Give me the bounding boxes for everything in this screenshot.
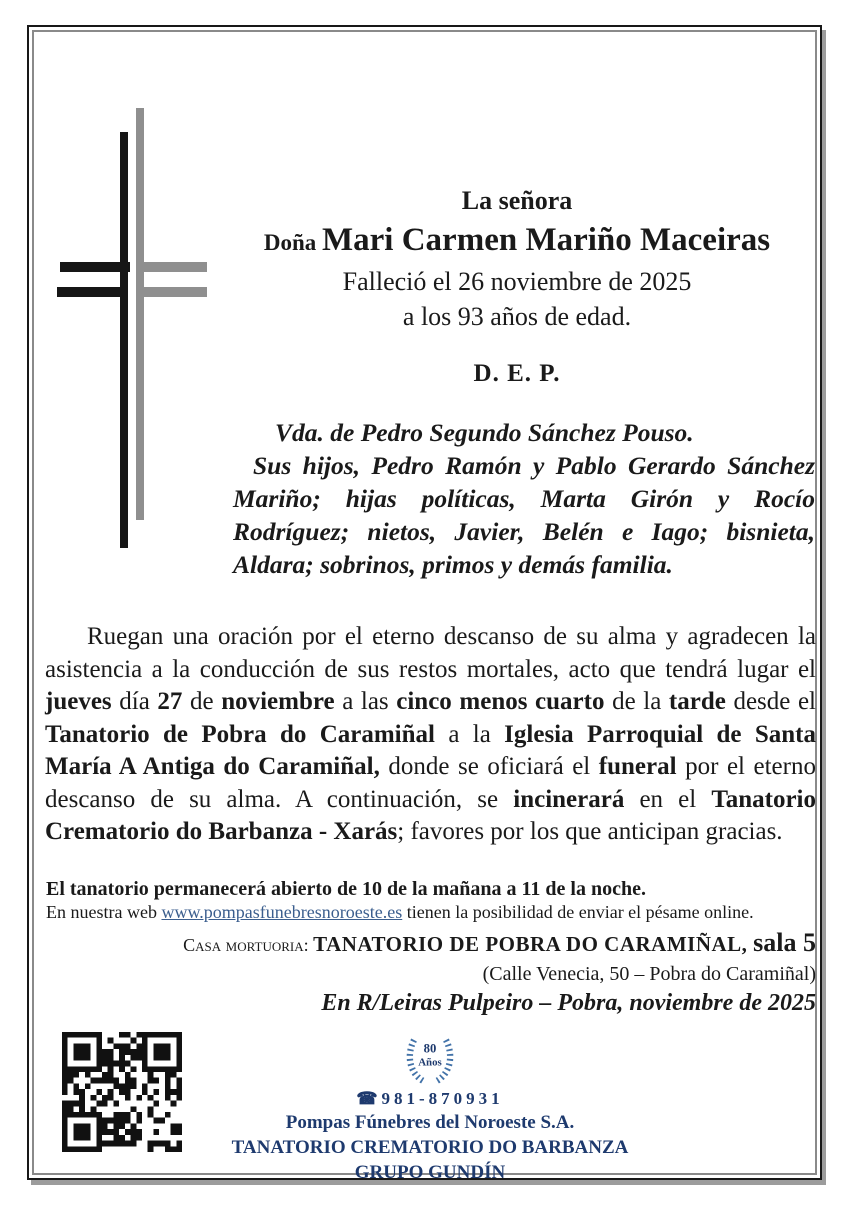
relatives-line: Sus hijos, Pedro Ramón y Pablo Gerardo Sánchez Mariño; hijas políticas, Marta Girón y Rocío Rodríguez; nietos, Javier, Belén e Iago; bisnieta, Aldara; sobrinos, primos y demás familia.	[233, 451, 815, 579]
widow-line: Vda. de Pedro Segundo Sánchez Pouso.	[275, 418, 694, 447]
cross-black-vertical	[120, 132, 128, 548]
laurel-wreath-80-years-icon	[401, 1028, 459, 1088]
cross-gray-arm-upper	[140, 262, 207, 272]
cross-gray-arm-lower	[140, 287, 207, 297]
deceased-name-line	[218, 221, 816, 265]
condolence-website-link[interactable]: www.pompasfunebresnoroeste.es	[161, 902, 403, 922]
place-date-line: En R/Leiras Pulpeiro – Pobra, noviembre de 2025	[321, 990, 816, 1016]
anniversary-number: 80	[423, 1041, 437, 1056]
phone-number: 981-870931	[381, 1089, 504, 1108]
mortuary-name: TANATORIO DE POBRA DO CARAMIÑAL,	[313, 932, 754, 956]
death-date-line: Falleció el 26 noviembre de 2025	[342, 267, 692, 296]
company-tanatorio: TANATORIO CREMATORIO DO BARBANZA	[231, 1137, 629, 1158]
cross-gray-vertical	[136, 108, 144, 520]
tanatorio-hours-line: El tanatorio permanecerá abierto de 10 de la mañana a 11 de la noche.	[46, 878, 646, 900]
mortuary-address: (Calle Venecia, 50 – Pobra do Caramiñal)	[482, 963, 816, 985]
qr-code-svg	[62, 1031, 182, 1153]
anniversary-label: Años	[418, 1056, 442, 1069]
telephone-icon: ☎	[356, 1089, 378, 1108]
mortuary-block	[71, 928, 816, 1017]
header-block	[218, 186, 816, 332]
qr-code	[62, 1031, 182, 1153]
family-block	[233, 416, 815, 581]
web-line-suffix: tienen la posibilidad de enviar el pésame online.	[402, 902, 754, 922]
footer-block	[175, 1028, 685, 1184]
honorific: La señora	[461, 186, 573, 215]
deceased-name: Mari Carmen Mariño Maceiras	[322, 222, 771, 258]
cross-black-arm-lower	[57, 287, 128, 297]
mortuary-label: Casa mortuoria:	[183, 935, 314, 955]
age-line: a los 93 años de edad.	[402, 302, 632, 331]
announcement-paragraph: Ruegan una oración por el eterno descanso de su alma y agradecen la asistencia a la conducción de sus restos mortales, acto que tendrá lugar el jueves día 27 de noviembre a las cinco menos cuarto de la tarde desde el Tanatorio de Pobra do Caramiñal a la Iglesia Parroquial de Santa María A Antiga do Caramiñal, donde se oficiará el funeral por el eterno descanso de su alma. A continuación, se incinerará en el Tanatorio Crematorio do Barbanza - Xarás; favores por los que anticipan gracias.	[45, 623, 816, 845]
cross-black-arm-upper	[60, 262, 130, 272]
mortuary-room: sala 5	[753, 928, 816, 957]
name-prefix: Doña	[263, 230, 323, 255]
company-name: Pompas Fúnebres del Noroeste S.A.	[285, 1112, 575, 1133]
web-line-prefix: En nuestra web	[46, 902, 162, 922]
phone-line	[175, 1089, 685, 1109]
web-condolence-line	[46, 902, 754, 923]
dep-line: D. E. P.	[473, 360, 561, 387]
company-group: GRUPO GUNDÍN	[354, 1162, 506, 1183]
mortuary-line	[71, 928, 816, 958]
